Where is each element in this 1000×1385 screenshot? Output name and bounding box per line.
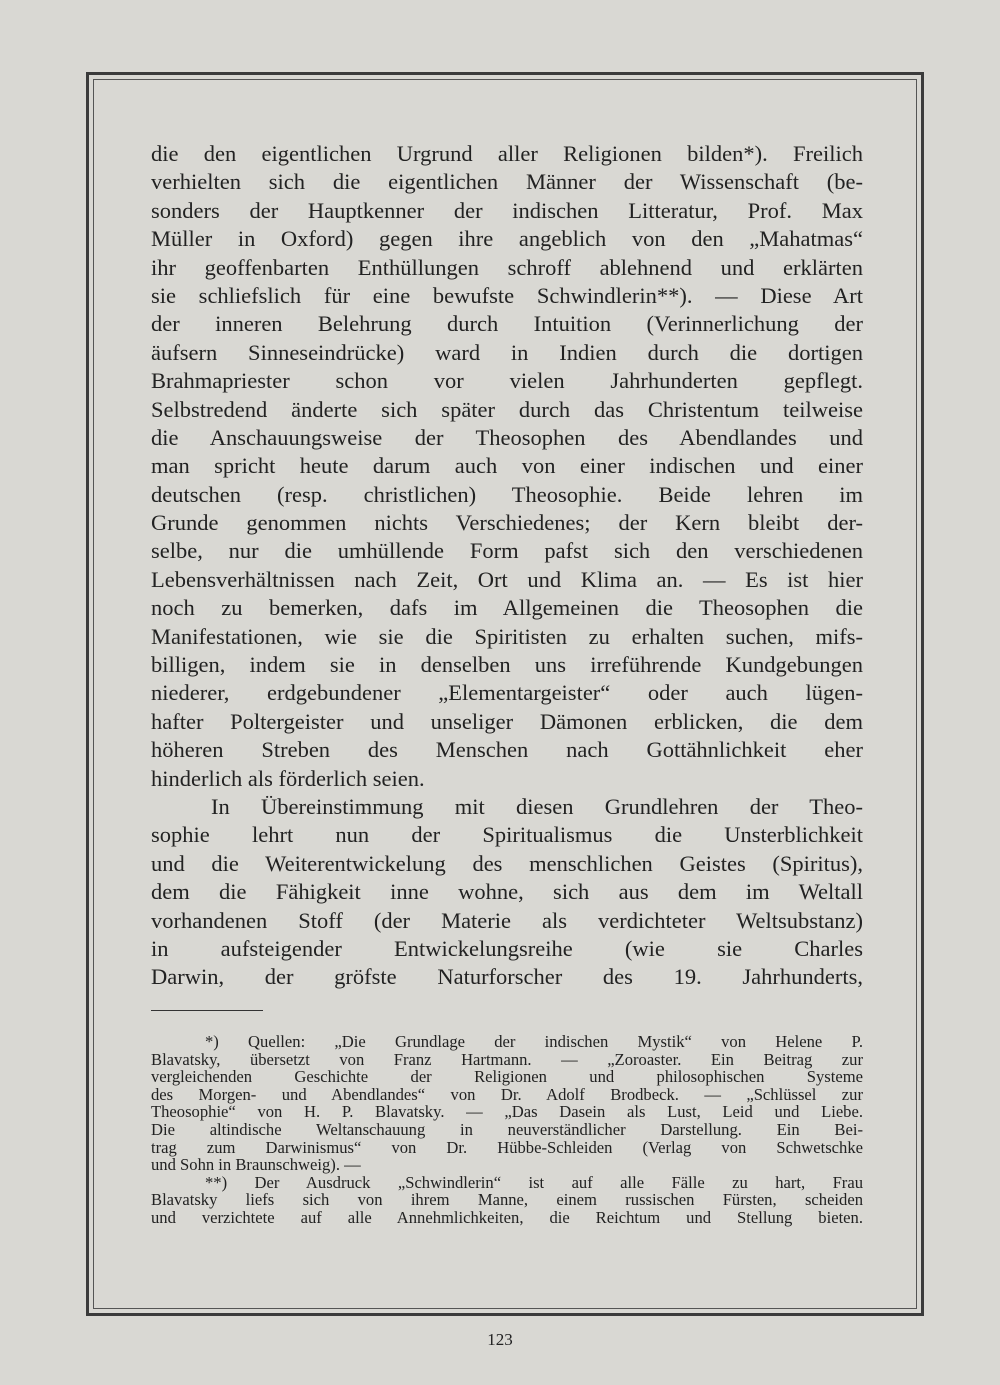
footnote-line: trag zum Darwinismus“ von Dr. Hübbe-Schleiden (Verlag von Schwetschke (151, 1137, 863, 1157)
text-line: die den eigentlichen Urgrund aller Religionen bilden*). Freilich (151, 141, 863, 166)
footnote-line: Theosophie“ von H. P. Blavatsky. — „Das Dasein als Lust, Leid und Liebe. (151, 1102, 863, 1122)
text-line: Müller in Oxford) gegen ihre angeblich von den „Mahatmas“ (151, 226, 863, 252)
body-text (151, 140, 863, 992)
text-line: Selbstredend änderte sich später durch das Christentum teilweise (151, 396, 863, 422)
text-line: ihr geoffenbarten Enthüllungen schroff ablehnend und erklärten (151, 254, 863, 280)
footnotes (151, 1033, 863, 1227)
text-line: hinderlich als förderlich seien. (151, 765, 425, 791)
text-line: sonders der Hauptkenner der indischen Litteratur, Prof. Max (151, 197, 863, 223)
text-line: dem die Fähigkeit inne wohne, sich aus dem im Weltall (151, 879, 863, 905)
text-line: und die Weiterentwickelung des menschlichen Geistes (Spiritus), (151, 850, 863, 876)
text-line: Manifestationen, wie sie die Spiritisten zu erhalten suchen, mifs- (151, 623, 863, 649)
text-line: Lebensverhältnissen nach Zeit, Ort und Klima an. — Es ist hier (151, 566, 863, 592)
text-line: hafter Poltergeister und unseliger Dämonen erblicken, die dem (151, 708, 863, 734)
text-line: Darwin, der gröfste Naturforscher des 19. Jahrhunderts, (151, 964, 863, 990)
footnote-line: und verzichtete auf alle Annehmlichkeiten, die Reichtum und Stellung bieten. (151, 1207, 863, 1227)
text-line: in aufsteigender Entwickelungsreihe (wie sie Charles (151, 935, 863, 961)
text-line: niederer, erdgebundener „Elementargeister“ oder auch lügen- (151, 680, 863, 706)
footnote-line: vergleichenden Geschichte der Religionen und philosophischen Systeme (151, 1067, 863, 1087)
text-line: In Übereinstimmung mit diesen Grundlehren der Theo- (211, 793, 863, 819)
text-line: höheren Streben des Menschen nach Gottähnlichkeit eher (151, 737, 863, 763)
text-line: vorhandenen Stoff (der Materie als verdichteter Weltsubstanz) (151, 907, 863, 933)
text-line: selbe, nur die umhüllende Form pafst sich den verschiedenen (151, 538, 863, 564)
footnote-line: Blavatsky, übersetzt von Franz Hartmann. — „Zoroaster. Ein Beitrag zur (151, 1049, 863, 1069)
text-line: sophie lehrt nun der Spiritualismus die Unsterblichkeit (151, 822, 863, 848)
footnote-separator (151, 1010, 263, 1011)
page-number: 123 (487, 1330, 513, 1349)
footnote-line: Blavatsky liefs sich von ihrem Manne, einem russischen Fürsten, scheiden (151, 1190, 863, 1210)
text-line: man spricht heute darum auch von einer indischen und einer (151, 453, 863, 479)
footnote-line: Die altindische Weltanschauung in neuverständlicher Darstellung. Ein Bei- (151, 1119, 863, 1139)
text-line: der inneren Belehrung durch Intuition (Verinnerlichung der (151, 311, 863, 337)
footnote-line: *) Quellen: „Die Grundlage der indischen Mystik“ von Helene P. (205, 1032, 863, 1051)
text-line: verhielten sich die eigentlichen Männer der Wissenschaft (be- (151, 169, 863, 195)
text-line: deutschen (resp. christlichen) Theosophie. Beide lehren im (151, 481, 863, 507)
text-line: sie schliefslich für eine bewufste Schwindlerin**). — Diese Art (151, 282, 863, 308)
text-line: äufsern Sinneseindrücke) ward in Indien durch die dortigen (151, 339, 863, 365)
text-line: Grunde genommen nichts Verschiedenes; der Kern bleibt der- (151, 510, 863, 536)
text-line: billigen, indem sie in denselben uns irreführende Kundgebungen (151, 652, 863, 678)
text-line: die Anschauungsweise der Theosophen des Abendlandes und (151, 424, 863, 450)
footnote-line: **) Der Ausdruck „Schwindlerin“ ist auf alle Fälle zu hart, Frau (205, 1172, 863, 1192)
text-line: Brahmapriester schon vor vielen Jahrhunderten gepflegt. (151, 368, 863, 394)
footnote-line: und Sohn in Braunschweig). — (151, 1155, 361, 1175)
text-line: noch zu bemerken, dafs im Allgemeinen die Theosophen die (151, 595, 863, 621)
footnote-line: des Morgen- und Abendlandes“ von Dr. Adolf Brodbeck. — „Schlüssel zur (151, 1084, 863, 1104)
